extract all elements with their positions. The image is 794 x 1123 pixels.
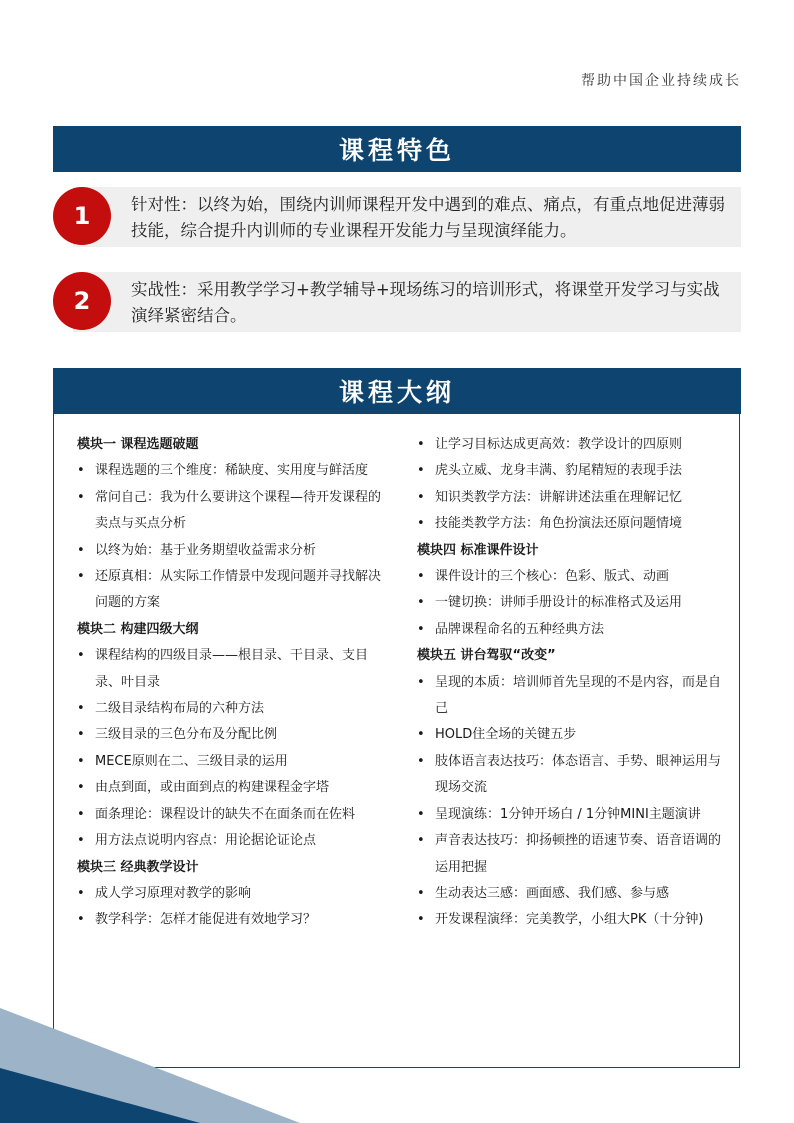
outline-item: • 二级目录结构布局的六种方法 xyxy=(77,696,382,722)
outline-item: • 呈现演练：1分钟开场白 / 1分钟MINI主题演讲 xyxy=(417,802,722,828)
outline-item: • 三级目录的三色分布及分配比例 xyxy=(77,722,382,748)
outline-item: • 课程结构的四级目录——根目录、干目录、支目录、叶目录 xyxy=(77,643,382,696)
outline-item: • 由点到面，或由面到点的构建课程金字塔 xyxy=(77,775,382,801)
tagline: 帮助中国企业持续成长 xyxy=(581,73,741,89)
features-banner xyxy=(53,126,741,172)
outline-item: • 技能类教学方法：角色扮演法还原问题情境 xyxy=(417,511,722,537)
outline-item: • 课程选题的三个维度：稀缺度、实用度与鲜活度 xyxy=(77,458,382,484)
outline-item: • 课件设计的三个核心：色彩、版式、动画 xyxy=(417,564,722,590)
feature-2 xyxy=(53,272,741,332)
outline-item: • 面条理论：课程设计的缺失不在面条而在佐料 xyxy=(77,802,382,828)
outline-title: 课程大纲 xyxy=(338,378,455,407)
outline-item: • 品牌课程命名的五种经典方法 xyxy=(417,617,722,643)
module-heading: 模块三 经典教学设计 xyxy=(77,859,199,875)
outline-item: • 常问自己：我为什么要讲这个课程—待开发课程的卖点与买点分析 xyxy=(77,485,382,538)
outline-item: • 用方法点说明内容点：用论据论证论点 xyxy=(77,828,382,854)
outline-item: • 让学习目标达成更高效：教学设计的四原则 xyxy=(417,432,722,458)
outline-item: • 还原真相：从实际工作情景中发现问题并寻找解决问题的方案 xyxy=(77,564,382,617)
feature-number-badge: 2 xyxy=(53,272,111,330)
module-heading: 模块四 标准课件设计 xyxy=(417,542,539,558)
outline-item: • 一键切换：讲师手册设计的标准格式及运用 xyxy=(417,590,722,616)
outline-item: • 教学科学：怎样才能促进有效地学习？ xyxy=(77,907,382,933)
outline-item: • 生动表达三感：画面感、我们感、参与感 xyxy=(417,881,722,907)
feature-number-badge: 1 xyxy=(53,187,111,245)
features-title: 课程特色 xyxy=(338,136,455,165)
outline-item: • HOLD住全场的关键五步 xyxy=(417,722,722,748)
outline-item: • 以终为始：基于业务期望收益需求分析 xyxy=(77,538,382,564)
outline-item: • 知识类教学方法：讲解讲述法重在理解记忆 xyxy=(417,485,722,511)
module-heading: 模块一 课程选题破题 xyxy=(77,437,199,452)
feature-text: 实战性：采用教学学习+教学辅导+现场练习的培训形式，将课堂开发学习与实战演绎紧密结合。 xyxy=(131,280,720,325)
outline-item: • 呈现的本质：培训师首先呈现的不是内容，而是自己 xyxy=(417,670,722,723)
outline-item: • 虎头立威、龙身丰满、豹尾精短的表现手法 xyxy=(417,458,722,484)
corner-decoration xyxy=(0,1008,300,1123)
outline-item: • MECE原则在二、三级目录的运用 xyxy=(77,749,382,775)
feature-text: 针对性：以终为始，围绕内训师课程开发中遇到的难点、痛点，有重点地促进薄弱技能，综合提升内训师的专业课程开发能力与呈现演绎能力。 xyxy=(131,195,725,240)
outline-right-column xyxy=(417,432,722,934)
outline-item: • 声音表达技巧：抑扬顿挫的语速节奏、语音语调的运用把握 xyxy=(417,828,722,881)
module-heading: 模块五 讲台驾驭“改变” xyxy=(417,648,556,664)
outline-item: • 成人学习原理对教学的影响 xyxy=(77,881,382,907)
feature-1 xyxy=(53,187,741,247)
outline-banner xyxy=(53,368,741,414)
outline-left-column xyxy=(77,432,382,934)
outline-item: • 肢体语言表达技巧：体态语言、手势、眼神运用与现场交流 xyxy=(417,749,722,802)
module-heading: 模块二 构建四级大纲 xyxy=(77,621,199,637)
outline-item: • 开发课程演绎：完美教学，小组大PK（十分钟) xyxy=(417,907,722,933)
